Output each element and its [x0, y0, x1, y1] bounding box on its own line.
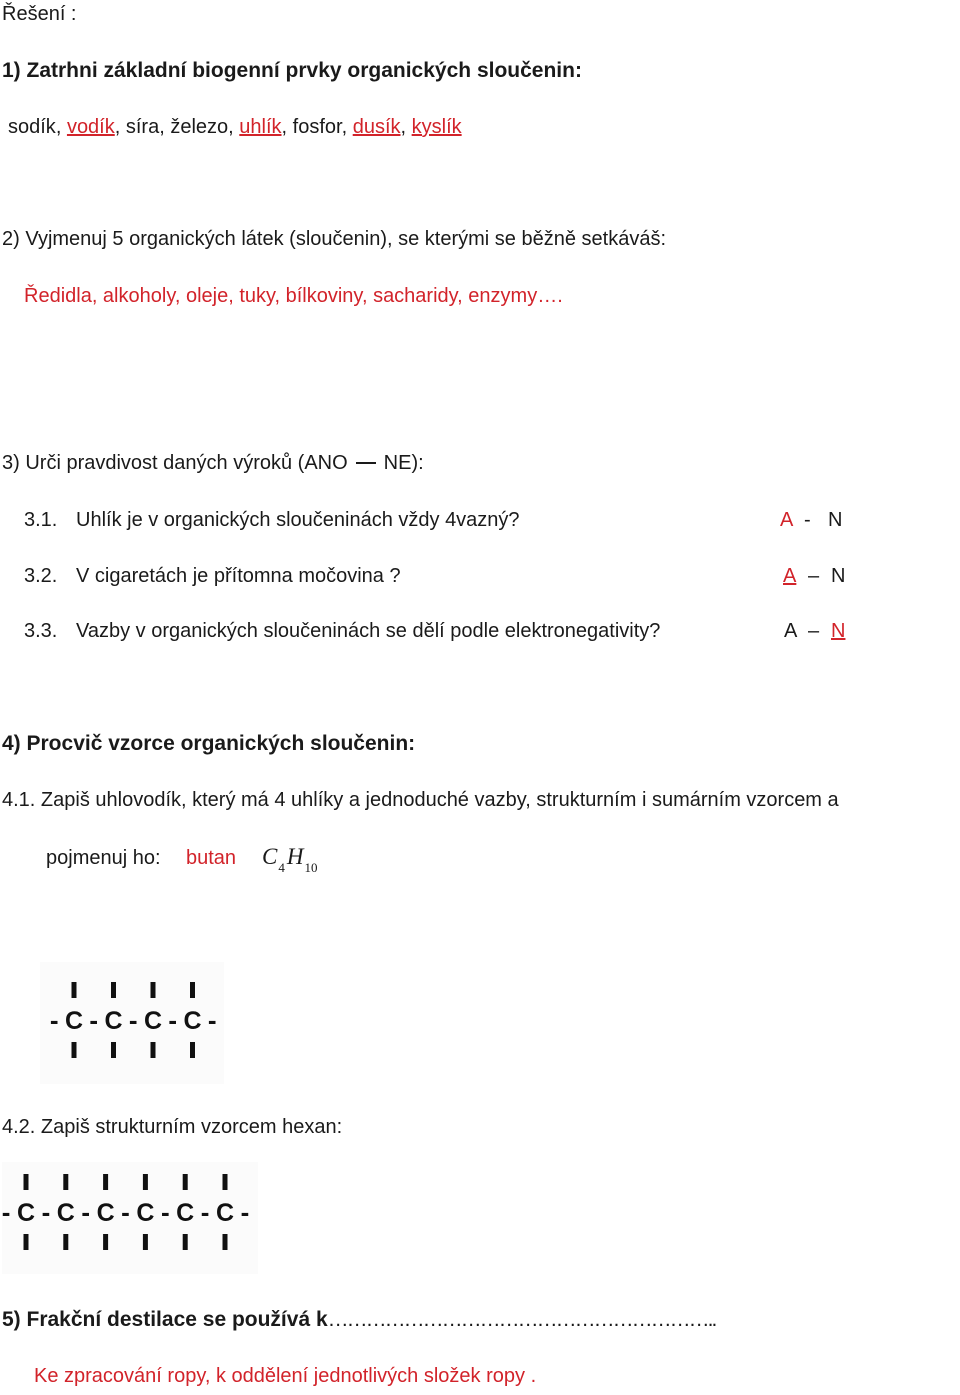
bond: - — [89, 1005, 99, 1035]
butane-structure-svg — [40, 962, 224, 1084]
bond: - — [49, 1005, 59, 1035]
carbon-atom: C — [143, 1007, 163, 1035]
carbon-atom: C — [96, 1199, 115, 1227]
answer-yes: A — [780, 509, 794, 531]
bond: - — [81, 1197, 91, 1227]
element-separator: , — [55, 116, 67, 138]
q41-name-label: pojmenuj ho: — [46, 847, 161, 869]
carbon-atom: C — [64, 1007, 84, 1035]
carbon-atom: C — [176, 1199, 195, 1227]
element-0: sodík — [8, 116, 56, 138]
element-6: dusík — [352, 116, 401, 138]
bond-line-top — [190, 982, 195, 998]
bond: - — [200, 1197, 210, 1227]
carbon-atom: C — [183, 1007, 202, 1035]
q42-question: 4.2. Zapiš strukturním vzorcem hexan: — [2, 1116, 343, 1138]
bond-line-bottom — [103, 1234, 108, 1250]
formula-c-sub: 4 — [278, 860, 285, 875]
q2-answer: Ředidla, alkoholy, oleje, tuky, bílkoviny, sacharidy, enzymy…. — [24, 285, 563, 307]
q3-row-number: 3.2. — [24, 565, 58, 587]
bond-line-bottom — [143, 1234, 148, 1250]
bond-line-top — [223, 1174, 228, 1190]
bond-line-bottom — [63, 1234, 68, 1250]
answer-separator: - — [804, 509, 811, 531]
carbon-atom: C — [56, 1199, 75, 1227]
q3-title-end: NE): — [383, 452, 424, 474]
q3-title-text: 3) Urči pravdivost daných výroků (ANO — [2, 452, 348, 474]
answer-yes: A — [783, 565, 797, 587]
bond: - — [128, 1005, 138, 1035]
q41-answer-name: butan — [186, 847, 237, 869]
answer-no: N — [828, 509, 843, 531]
answer-yes: A — [784, 620, 798, 642]
q1-elements-list — [8, 117, 462, 137]
bond: - — [2, 1197, 11, 1227]
bond-line-bottom — [24, 1234, 29, 1250]
formula-h: H — [286, 844, 304, 869]
bond-line-top — [63, 1174, 68, 1190]
bond-line-bottom — [223, 1234, 228, 1250]
element-3: železo — [170, 116, 229, 138]
solution-header: Řešení : — [2, 3, 77, 25]
bond-line-bottom — [151, 1042, 156, 1058]
formula-h-sub: 10 — [304, 860, 318, 875]
q5-question — [2, 1309, 715, 1330]
q1-title: 1) Zatrhni základní biogenní prvky organických sloučenin: — [2, 59, 582, 82]
bond-line-bottom — [190, 1042, 195, 1058]
bond-line-bottom — [72, 1042, 77, 1058]
hexane-structure — [2, 1162, 258, 1274]
formula-c: C — [262, 844, 278, 869]
bond-line-top — [143, 1174, 148, 1190]
bond: - — [240, 1197, 250, 1227]
element-1: vodík — [66, 116, 115, 138]
answer-separator: – — [808, 565, 820, 587]
answer-no: N — [831, 565, 846, 587]
bond-line-top — [111, 982, 116, 998]
q5-dots: …………………………………………………….. — [327, 1308, 716, 1331]
element-separator: , — [228, 116, 240, 138]
element-2: síra — [125, 116, 160, 138]
bond-line-bottom — [111, 1042, 116, 1058]
bond: - — [207, 1005, 217, 1035]
bond: - — [160, 1197, 170, 1227]
butane-formula — [262, 844, 318, 875]
element-separator: , — [400, 116, 412, 138]
answer-separator: – — [808, 620, 820, 642]
element-separator: , — [341, 116, 353, 138]
q3-row-statement: V cigaretách je přítomna močovina ? — [76, 565, 401, 587]
q2-title: 2) Vyjmenuj 5 organických látek (sloučenin), se kterými se běžně setkáváš: — [2, 228, 666, 250]
element-4: uhlík — [239, 116, 282, 138]
q5-title: 5) Frakční destilace se používá k — [2, 1308, 328, 1331]
carbon-atom: C — [136, 1199, 155, 1227]
bond-line-top — [24, 1174, 29, 1190]
bond: - — [121, 1197, 130, 1227]
element-7: kyslík — [411, 116, 462, 138]
q3-row-number: 3.1. — [24, 509, 58, 531]
bond-line-top — [103, 1174, 108, 1190]
bond-line-top — [72, 982, 77, 998]
q3-row-statement: Uhlík je v organických sloučeninách vždy 4vazný? — [76, 509, 520, 531]
carbon-atom: C — [16, 1199, 36, 1227]
q3-title — [2, 453, 424, 473]
q3-row-statement: Vazby v organických sloučeninách se dělí podle elektronegativity? — [76, 620, 661, 642]
element-separator: , — [114, 116, 126, 138]
carbon-atom: C — [104, 1007, 123, 1035]
element-5: fosfor — [292, 116, 342, 138]
bond: - — [168, 1005, 178, 1035]
q3-row-number: 3.3. — [24, 620, 58, 642]
answer-no: N — [831, 620, 846, 642]
element-separator: , — [159, 116, 171, 138]
q41-question: 4.1. Zapiš uhlovodík, který má 4 uhlíky a jednoduché vazby, strukturním i sumárním vzorcem a — [2, 789, 839, 811]
bond: - — [41, 1197, 51, 1227]
q4-title: 4) Procvič vzorce organických sloučenin: — [2, 732, 416, 755]
bond-line-bottom — [183, 1234, 188, 1250]
butane-structure — [40, 962, 224, 1084]
hexane-structure-svg — [2, 1162, 258, 1274]
title-dash — [356, 462, 376, 464]
bond-line-top — [151, 982, 156, 998]
element-separator: , — [281, 116, 293, 138]
bond-line-top — [183, 1174, 188, 1190]
q5-answer: Ke zpracování ropy, k oddělení jednotlivých složek ropy . — [34, 1365, 537, 1387]
carbon-atom: C — [215, 1199, 235, 1227]
